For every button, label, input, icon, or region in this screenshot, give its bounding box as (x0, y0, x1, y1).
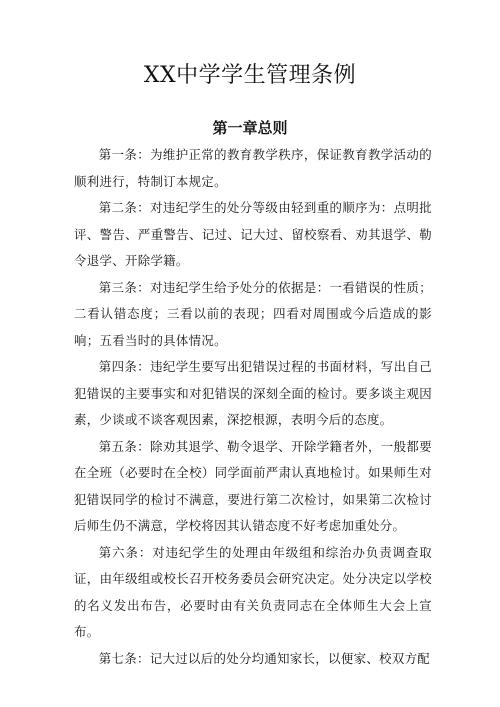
document-body (74, 142, 432, 672)
article-paragraph: 第七条：记大过以后的处分均通知家长，以便家、校双方配 (98, 650, 431, 666)
article-paragraph: 第五条：除劝其退学、勒令退学、开除学籍者外，一般都要在全班（必要时在全校）同学面前严肃认真地检讨。如果师生对犯错误同学的检讨不满意，要进行第二次检讨，如果第二次检讨后师生仍不满意，学校将因其认错态度不好考虑加重处分。 (74, 438, 432, 533)
article-paragraph: 第一条：为维护正常的教育教学秩序，保证教育教学活动的顺利进行，特制订本规定。 (74, 147, 432, 189)
article-paragraph: 第四条：违纪学生要写出犯错误过程的书面材料，写出自己犯错误的主要事实和对犯错误的深刻全面的检讨。要多谈主观因素，少谈或不谈客观因素，深挖根源，表明今后的态度。 (74, 359, 432, 427)
article-paragraph: 第六条：对违纪学生的处理由年级组和综治办负责调查取证，由年级组或校长召开校务委员会研究决定。处分决定以学校的名义发出布告，必要时由有关负责同志在全体师生大会上宣布。 (74, 544, 432, 639)
article-paragraph: 第二条：对违纪学生的处分等级由轻到重的顺序为：点明批评、警告、严重警告、记过、记大过、留校察看、劝其退学、勒令退学、开除学籍。 (74, 200, 432, 268)
document-title: XX中学学生管理条例 (143, 63, 357, 88)
chapter-title: 第一章总则 (212, 119, 288, 137)
article-paragraph: 第三条：对违纪学生给予处分的依据是：一看错误的性质；二看认错态度；三看以前的表现；四看对周围或今后造成的影响；五看当时的具体情况。 (74, 279, 432, 348)
